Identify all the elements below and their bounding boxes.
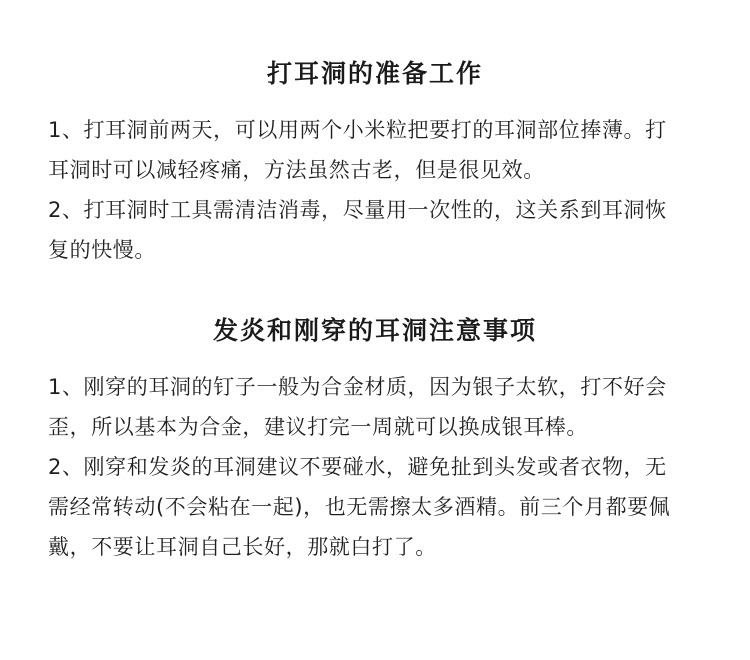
text-line: 1、刚穿的耳洞的钉子一般为合金材质，因为银子太软，打不好会 xyxy=(48,375,667,399)
section-ear-piercing-preparation xyxy=(48,0,720,270)
text-line: 复的快慢。 xyxy=(48,238,156,262)
section-body xyxy=(48,110,720,270)
text-line: 戴，不要让耳洞自己长好，那就白打了。 xyxy=(48,535,437,559)
text-line: 1、打耳洞前两天，可以用两个小米粒把要打的耳洞部位捧薄。打 xyxy=(48,118,667,142)
section-title: 发炎和刚穿的耳洞注意事项 xyxy=(212,316,537,345)
paragraph-1 xyxy=(48,110,720,190)
paragraph-2 xyxy=(48,447,720,567)
text-line: 2、刚穿和发炎的耳洞建议不要碰水，避免扯到头发或者衣物，无 xyxy=(48,455,667,479)
text-line: 需经常转动(不会粘在一起)，也无需擦太多酒精。前三个月都要佩 xyxy=(48,495,671,519)
paragraph-1 xyxy=(48,367,720,447)
section-title: 打耳洞的准备工作 xyxy=(266,59,483,88)
section-inflamed-and-new-piercing-notes xyxy=(48,270,720,567)
paragraph-2 xyxy=(48,190,720,270)
text-line: 耳洞时可以减轻疼痛，方法虽然古老，但是很见效。 xyxy=(48,158,545,182)
text-line: 歪，所以基本为合金，建议打完一周就可以换成银耳棒。 xyxy=(48,415,588,439)
text-line: 2、打耳洞时工具需清洁消毒，尽量用一次性的，这关系到耳洞恢 xyxy=(48,198,667,222)
section-body xyxy=(48,367,720,567)
